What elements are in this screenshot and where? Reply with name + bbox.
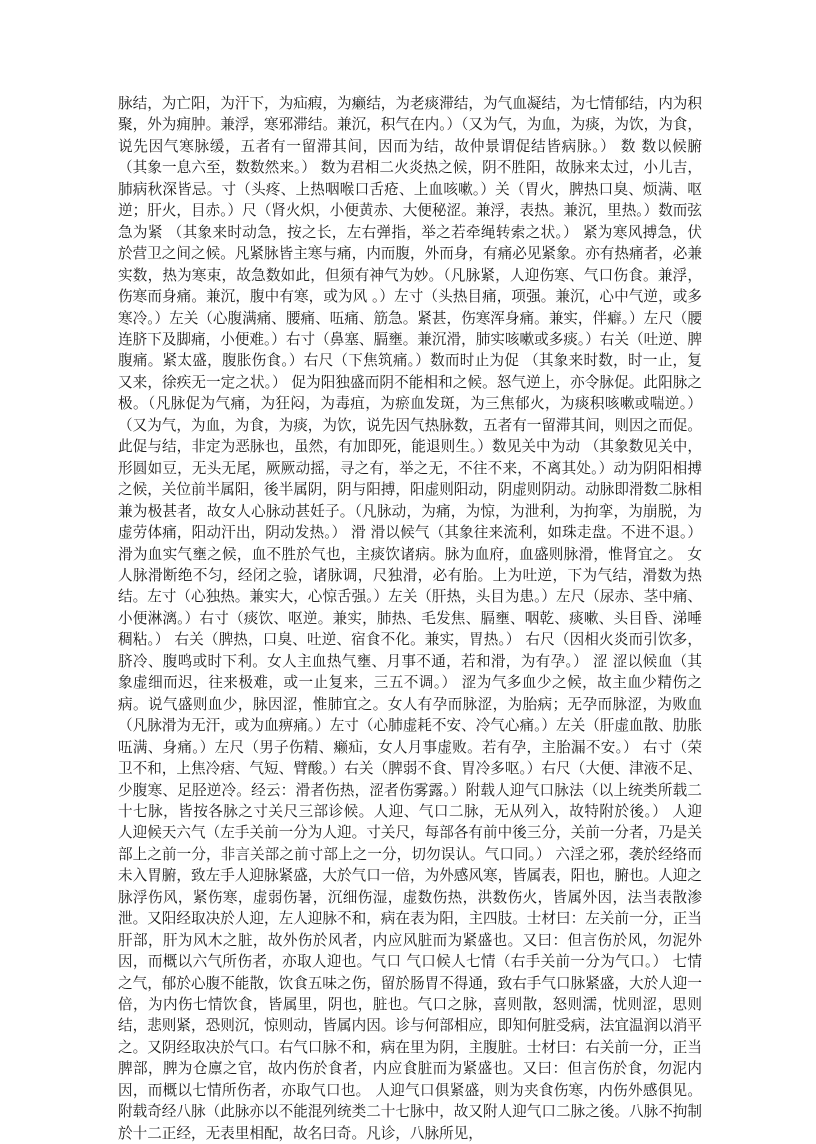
body-paragraph: 脉结，为亡阳，为汗下，为疝瘕，为癞结，为老痰滞结，为气血凝结，为七情郁结，内为积聚，外为痈肿。兼浮，寒邪滞结。兼沉，积气在内。）（又为气，为血，为痰，为饮，为食，说先因气寒脉缓，五者有一留滞其间，因而为结，故仲景谓促结皆病脉。） 数 数以候腑（其象一息六至，数数然来。） 数为君相二火炎热之候，阴不胜阳，故脉来太过，小儿吉，肺病秋深皆忌。寸（头疼、上热咽喉口舌疮、上血咳嗽。）关（胃火，脾热口臭、烦满、呕逆；肝火，目赤。）尺（肾火炽，小便黄赤、大便秘涩。兼浮，表热。兼沉，里热。）数而弦急为紧 （其象来时动急，按之长，左右弹指，举之若牵绳转索之状。） 紧为寒风搏急，伏於营卫之间之候。凡紧脉皆主寒与痛，内而腹，外而身，有痛必见紧象。亦有热痛者，必兼实数，热为寒束，故急数如此，但须有神气为妙。（凡脉紧，人迎伤寒、气口伤食。兼浮，伤寒而身痛。兼沉，腹中有寒，或为风 。）左寸（头热目痛，项强。兼沉，心中气逆，或多寒冷。）左关（心腹满痛、腰痛、㕶痛、筋急。紧甚，伤寒浑身痛。兼实，伴癖。）左尺（腰连脐下及脚痛，小便难。）右寸（鼻塞、膈壅。兼沉滑，肺实咳嗽或多痰。）右关（吐逆、脾腹痛。紧太盛，腹胀伤食。）右尺（下焦筑痛。）数而时止为促 （其象来时数，时一止，复又来，徐疾无一定之状。） 促为阳独盛而阴不能相和之候。怒气逆上，亦令脉促。此阳脉之极。（凡脉促为气痛，为狂闷，为毒疽，为瘀血发斑，为三焦郁火，为痰积咳嗽或喘逆。）（又为气，为血，为食，为痰，为饮，说先因气热脉数，五者有一留滞其间，则因之而促。此促与结，非定为恶脉也，虽然，有加即死，能退则生。）数见关中为动 （其象数见关中，形圆如豆，无头无尾，厥厥动摇，寻之有，举之无，不往不来，不离其处。）动为阴阳相搏之候，关位前半属阳，後半属阴，阴与阳搏，阳虚则阳动，阴虚则阴动。动脉即滑数二脉相兼为极甚者，故女人心脉动甚妊子。（凡脉动，为痛，为惊，为泄利，为拘挛，为崩脱，为虚劳体痛，阳动汗出，阴动发热。） 滑 滑以候气（其象往来流利，如珠走盘。不进不退。） 滑为血实气壅之候，血不胜於气也，主痰饮诸病。脉为血府，血盛则脉滑，惟肾宜之。 女人脉滑断绝不匀，经闭之验，诸脉调，尺独滑，必有胎。上为吐逆，下为气结，滑数为热结。左寸（心独热。兼实大，心惊舌强。）左关（肝热，头目为患。）左尺（尿赤、茎中痛、小便淋漓。）右寸（痰饮、呕逆。兼实，肺热、毛发焦、膈壅、咽乾、痰嗽、头目昏、涕唾稠粘。） 右关（脾热，口臭、吐逆、宿食不化。兼实，胃热。） 右尺（因相火炎而引饮多，脐冷、腹鸣或时下利。女人主血热气壅、月事不通，若和滑，为有孕。） 涩 涩以候血（其象虚细而迟，往来极难，或一止复来，三五不调。） 涩为气多血少之候，故主血少精伤之病。说气盛则血少，脉因涩，惟肺宜之。女人有孕而脉涩，为胎病；无孕而脉涩，为败血（凡脉滑为无汗，或为血痹痛。）左寸（心肺虚耗不安、冷气心痛。）左关（肝虚血散、肋胀㕶满、身痛。）左尺（男子伤精、癞疝，女人月事虚败。若有孕，主胎漏不安。） 右寸（荣卫不和，上焦冷痞、气短、臂酸。）右关（脾弱不食、胃冷多呕。）右尺（大便、津液不足、少腹寒、足胫逆冷。经云：滑者伤热，涩者伤雾露。）附载人迎气口脉法（以上统类所载二十七脉，皆按各脉之寸关尺三部诊候。人迎、气口二脉，无从列入，故特附於後。） 人迎 人迎候天六气（左手关前一分为人迎。寸关尺，每部各有前中後三分，关前一分者，乃是关部上之前一分，非言关部之前寸部上之一分，切勿误认。气口同。） 六淫之邪，袭於经络而未入胃腑，致左手人迎脉紧盛，大於气口一倍，为外感风寒，皆属表，阳也，腑也。人迎之脉浮伤风，紧伤寒，虚弱伤暑，沉细伤湿，虚数伤热，洪数伤火，皆属外因，法当表散渗泄。又阳经取决於人迎，左人迎脉不和，病在表为阳，主四肢。士材曰：左关前一分，正当肝部，肝为风木之脏，故外伤於风者，内应风脏而为紧盛也。又曰：但言伤於风，勿泥外因，而概以六气所伤者，亦取人迎也。气口 气口候人七情（右手关前一分为气口。） 七情之气，郁於心腹不能散，饮食五味之伤，留於肠胃不得通，致右手气口脉紧盛，大於人迎一倍，为内伤七情饮食，皆属里，阴也，脏也。气口之脉，喜则散，怒则濡，忧则涩，思则结，悲则紧，恐则沉，惊则动，皆属内因。诊与何部相应，即知何脏受病，法宜温润以消平之。又阴经取决於气口。右气口脉不和，病在里为阴，主腹脏。士材曰：右关前一分，正当脾部，脾为仓廪之官，故内伤於食者，内应食脏而为紧盛也。又曰：但言伤於食，勿泥内因，而概以七情所伤者，亦取气口也。 人迎气口俱紧盛，则为夹食伤寒，内伤外感俱见。附载奇经八脉（此脉亦以不能混列统类二十七脉中，故又附人迎气口二脉之後。八脉不拘制於十二正经，无表里相配，故名曰奇。凡诊，八脉所见， — [118, 95, 702, 1142]
document-page — [118, 93, 702, 1144]
